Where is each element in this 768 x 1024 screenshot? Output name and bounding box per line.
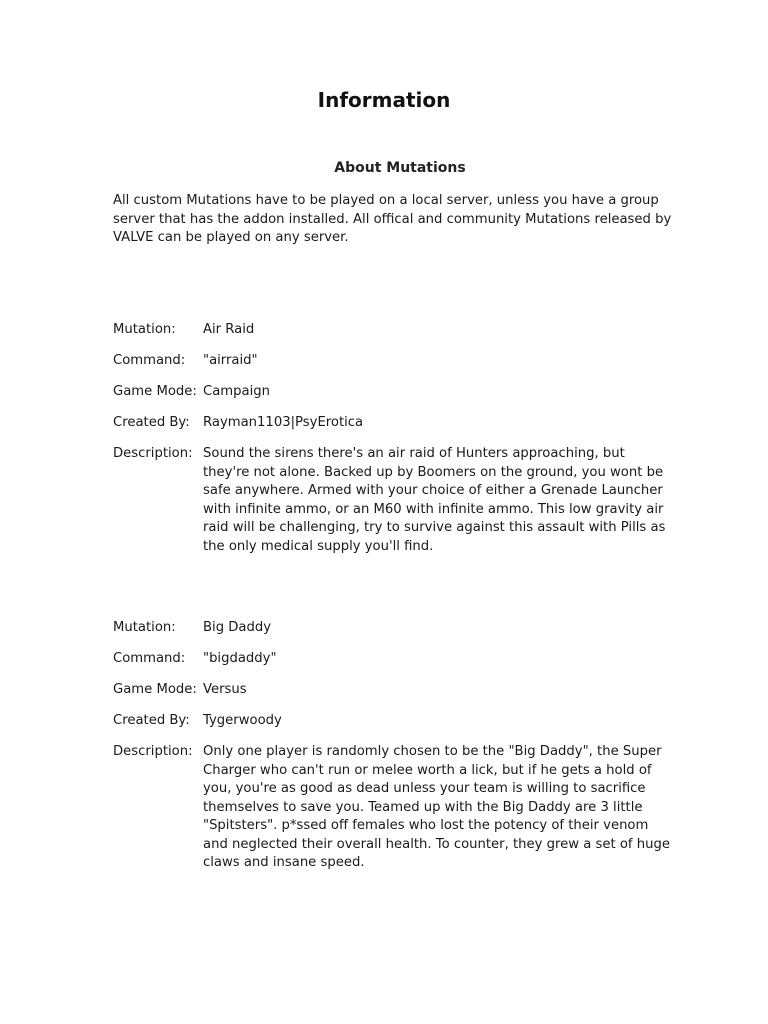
created-by-value: Rayman1103|PsyErotica bbox=[203, 415, 364, 430]
section-title: About Mutations bbox=[334, 160, 466, 176]
command-value: "bigdaddy" bbox=[203, 651, 277, 666]
mutation-entry-big-daddy bbox=[113, 619, 673, 885]
created-by-label: Created By: bbox=[113, 713, 190, 728]
game-mode-label: Game Mode: bbox=[113, 384, 197, 399]
game-mode-value: Campaign bbox=[203, 384, 270, 399]
description-label: Description: bbox=[113, 446, 193, 461]
game-mode-label: Game Mode: bbox=[113, 682, 197, 697]
description-row bbox=[113, 445, 673, 556]
created-by-row bbox=[113, 414, 673, 433]
game-mode-row bbox=[113, 383, 673, 402]
mutation-label: Mutation: bbox=[113, 620, 176, 635]
mutation-value: Air Raid bbox=[203, 322, 255, 337]
command-label: Command: bbox=[113, 651, 186, 666]
description-label: Description: bbox=[113, 744, 193, 759]
description-value: Sound the sirens there's an air raid of Hunters approaching, but they're not alone. Backed up by Boomers on the ground, you wont be safe anywhere. Armed with your choice of either a Grenade Launcher with infinite ammo, or an M60 with infinite ammo. This low gravity air raid will be challenging, try to survive against this assault with Pills as the only medical supply you'll find. bbox=[203, 446, 666, 554]
intro-paragraph: All custom Mutations have to be played on a local server, unless you have a group server that has the addon installed. All offical and community Mutations released by VALVE can be played on any server. bbox=[113, 193, 672, 245]
description-value: Only one player is randomly chosen to be the "Big Daddy", the Super Charger who can't run or melee worth a lick, but if he gets a hold of you, you're as good as dead unless your team is willing to sacrifice themselves to save you. Teamed up with the Big Daddy are 3 little "Spitsters". p*ssed off females who lost the potency of their venom and neglected their overall health. To counter, they grew a set of huge claws and insane speed. bbox=[203, 744, 670, 870]
created-by-label: Created By: bbox=[113, 415, 190, 430]
command-value: "airraid" bbox=[203, 353, 258, 368]
command-label: Command: bbox=[113, 353, 186, 368]
mutation-label: Mutation: bbox=[113, 322, 176, 337]
game-mode-value: Versus bbox=[203, 682, 247, 697]
command-row bbox=[113, 650, 673, 669]
mutation-value: Big Daddy bbox=[203, 620, 272, 635]
description-row bbox=[113, 743, 673, 873]
mutation-row bbox=[113, 321, 673, 340]
created-by-value: Tygerwoody bbox=[203, 713, 282, 728]
mutation-entry-air-raid bbox=[113, 321, 673, 569]
created-by-row bbox=[113, 712, 673, 731]
game-mode-row bbox=[113, 681, 673, 700]
command-row bbox=[113, 352, 673, 371]
page-title: Information bbox=[317, 88, 451, 112]
mutation-row bbox=[113, 619, 673, 638]
